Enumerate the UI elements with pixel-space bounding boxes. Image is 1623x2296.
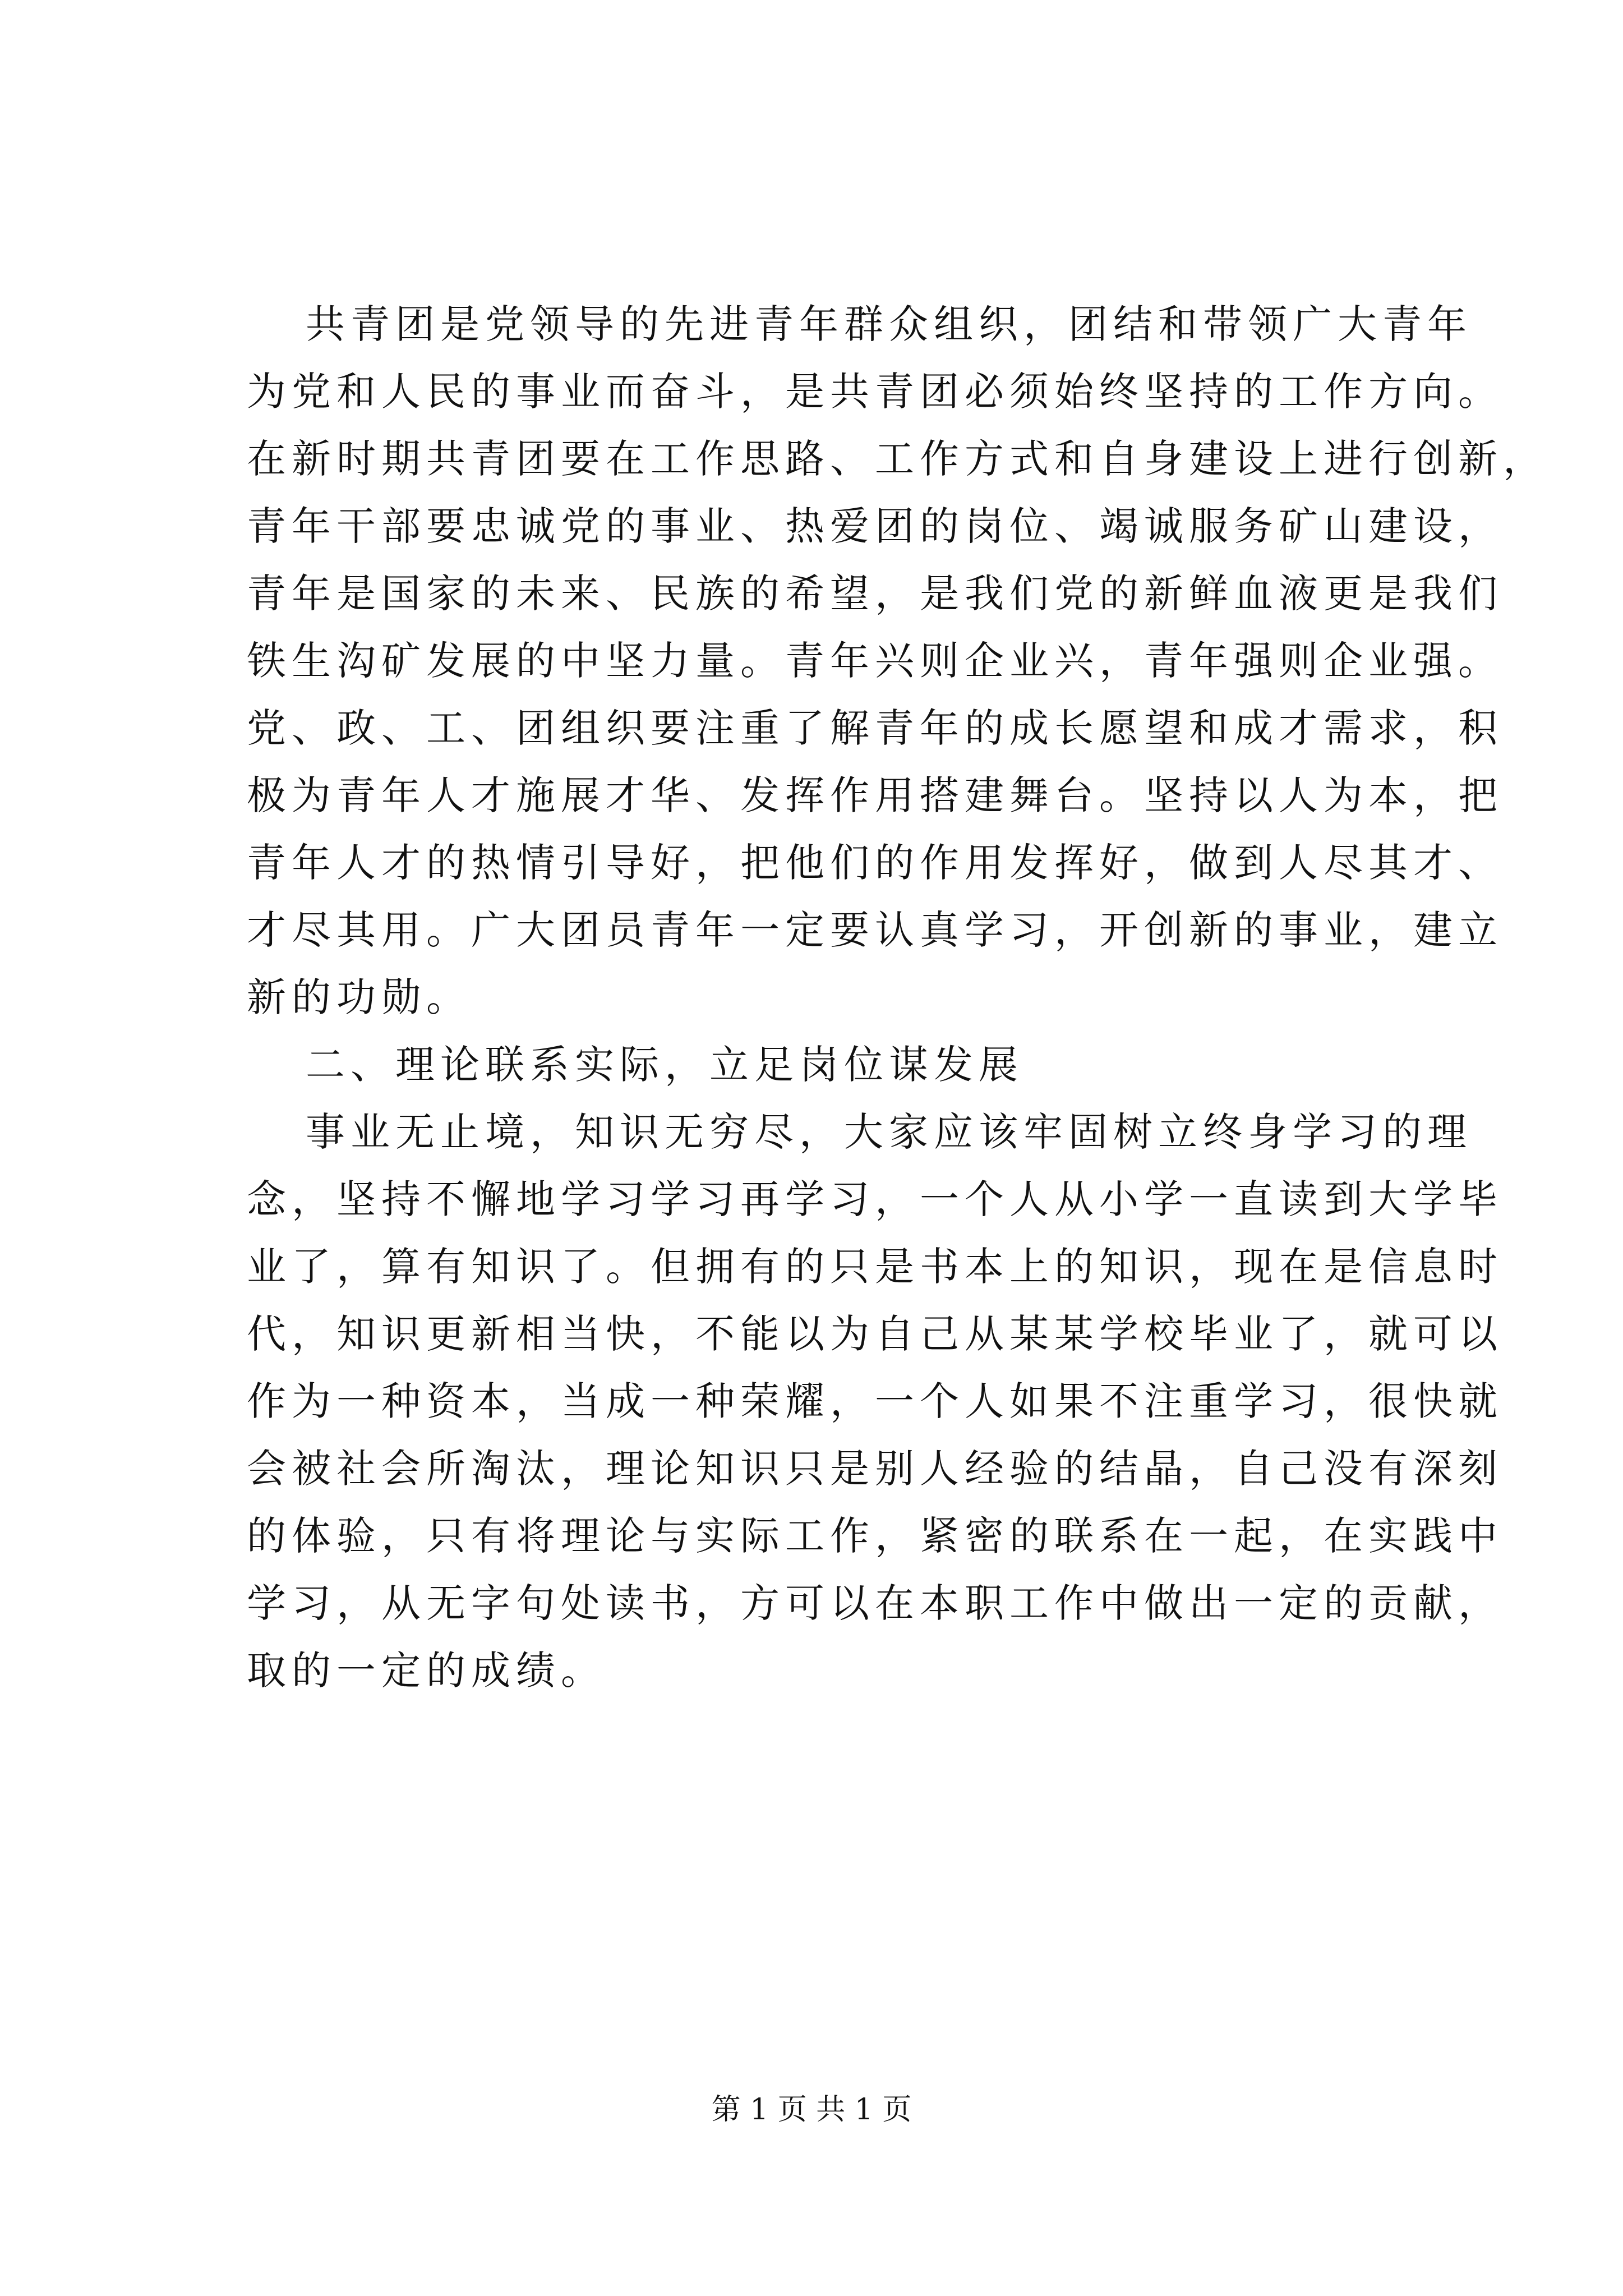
paragraph-line: 取的一定的成绩。 bbox=[247, 1648, 606, 1694]
paragraph-line: 党、政、工、团组织要注重了解青年的成长愿望和成才需求，积 bbox=[247, 705, 1503, 751]
paragraph-line: 念，坚持不懈地学习学习再学习，一个人从小学一直读到大学毕 bbox=[247, 1176, 1503, 1222]
page-footer: 第 1 页 共 1 页 bbox=[711, 2093, 912, 2127]
paragraph-line: 新的功勋。 bbox=[247, 974, 471, 1020]
paragraph-line: 在新时期共青团要在工作思路、工作方式和自身建设上进行创新， bbox=[247, 436, 1548, 482]
paragraph-line: 代，知识更新相当快，不能以为自己从某某学校毕业了，就可以 bbox=[247, 1311, 1503, 1357]
paragraph-line: 铁生沟矿发展的中坚力量。青年兴则企业兴，青年强则企业强。 bbox=[247, 638, 1503, 684]
paragraph-line: 极为青年人才施展才华、发挥作用搭建舞台。坚持以人为本，把 bbox=[247, 772, 1503, 818]
paragraph-line: 会被社会所淘汰，理论知识只是别人经验的结晶，自己没有深刻 bbox=[247, 1446, 1503, 1492]
paragraph-line: 共青团是党领导的先进青年群众组织，团结和带领广大青年 bbox=[306, 301, 1472, 347]
paragraph-line: 才尽其用。广大团员青年一定要认真学习，开创新的事业，建立 bbox=[247, 907, 1503, 953]
paragraph-line: 青年人才的热情引导好，把他们的作用发挥好，做到人尽其才、 bbox=[247, 840, 1503, 886]
section-heading: 二、理论联系实际，立足岗位谋发展 bbox=[306, 1042, 1023, 1088]
paragraph-line: 青年是国家的未来、民族的希望，是我们党的新鲜血液更是我们 bbox=[247, 570, 1503, 616]
paragraph-line: 学习，从无字句处读书，方可以在本职工作中做出一定的贡献， bbox=[247, 1580, 1503, 1626]
paragraph-line: 为党和人民的事业而奋斗，是共青团必须始终坚持的工作方向。 bbox=[247, 369, 1503, 415]
paragraph-line: 作为一种资本，当成一种荣耀，一个人如果不注重学习，很快就 bbox=[247, 1378, 1503, 1424]
paragraph-line: 青年干部要忠诚党的事业、热爱团的岗位、竭诚服务矿山建设， bbox=[247, 503, 1503, 549]
paragraph-line: 的体验，只有将理论与实际工作，紧密的联系在一起，在实践中 bbox=[247, 1513, 1503, 1559]
paragraph-line: 事业无止境，知识无穷尽，大家应该牢固树立终身学习的理 bbox=[306, 1109, 1472, 1155]
paragraph-line: 业了，算有知识了。但拥有的只是书本上的知识，现在是信息时 bbox=[247, 1244, 1503, 1290]
